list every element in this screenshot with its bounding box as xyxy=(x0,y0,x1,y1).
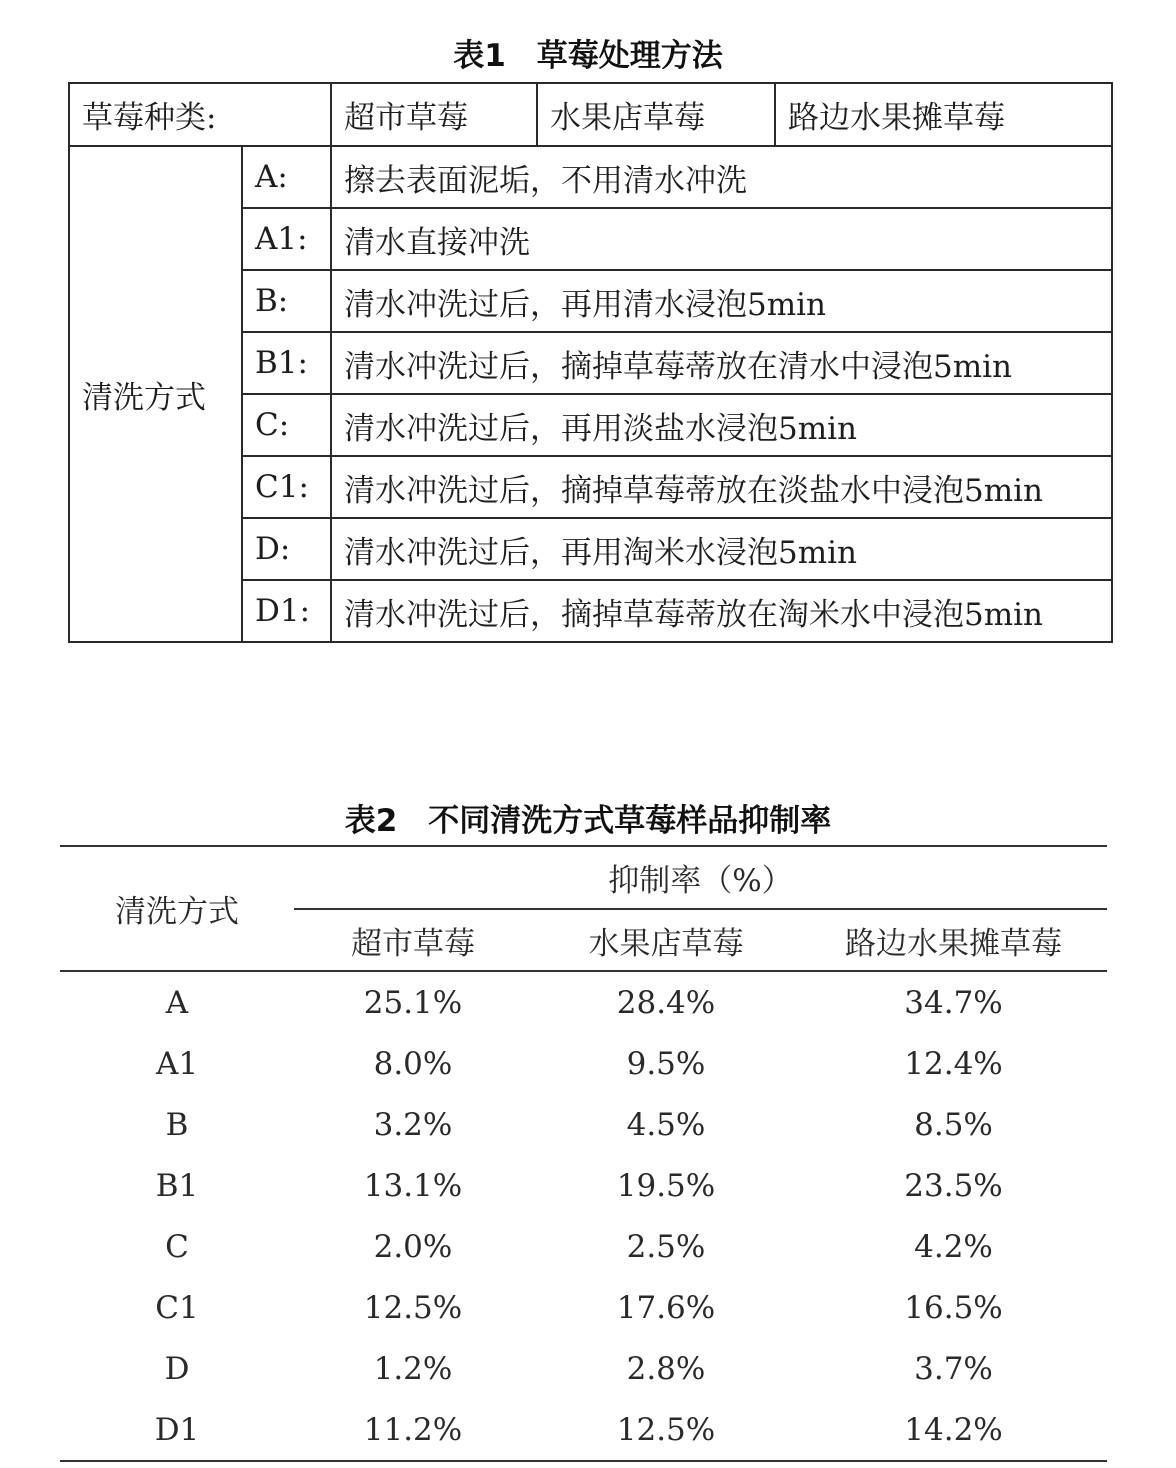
rate-cell: 3.7% xyxy=(914,1350,993,1387)
inhibition-rate-header: 抑制率（%） xyxy=(294,846,1107,909)
rate-cell: 1.2% xyxy=(373,1350,453,1387)
rate-cell: 23.5% xyxy=(904,1167,1003,1204)
method-description: 清水冲洗过后，摘掉草莓蒂放在淡盐水中浸泡5min xyxy=(331,456,1112,518)
rate-cell: 12.5% xyxy=(363,1289,463,1326)
table-row xyxy=(60,1277,1107,1338)
variety-roadside-stall: 路边水果摊草莓 xyxy=(775,83,1112,146)
table1-header-row xyxy=(69,83,1112,146)
table-row xyxy=(60,1033,1107,1094)
method-description: 清水冲洗过后，摘掉草莓蒂放在淘米水中浸泡5min xyxy=(331,580,1112,642)
column-fruit-shop: 水果店草莓 xyxy=(532,909,800,971)
method-cell: D xyxy=(164,1350,190,1387)
rate-cell: 28.4% xyxy=(616,984,716,1021)
column-supermarket: 超市草莓 xyxy=(294,909,532,971)
rate-cell: 2.8% xyxy=(626,1350,706,1387)
method-cell: C1 xyxy=(155,1289,199,1326)
rate-cell: 16.5% xyxy=(904,1289,1003,1326)
table-row xyxy=(60,1216,1107,1277)
method-code: D1: xyxy=(242,580,331,642)
method-cell: D1 xyxy=(60,1399,294,1461)
method-cell: B xyxy=(165,1106,189,1143)
rate-cell: 25.1% xyxy=(363,984,463,1021)
method-code: B: xyxy=(242,270,331,332)
method-description: 擦去表面泥垢，不用清水冲洗 xyxy=(331,146,1112,208)
method-description: 清水冲洗过后，摘掉草莓蒂放在清水中浸泡5min xyxy=(331,332,1112,394)
rate-cell: 8.5% xyxy=(914,1106,993,1143)
rate-cell: 12.5% xyxy=(532,1399,800,1461)
rate-cell: 19.5% xyxy=(616,1167,716,1204)
rate-cell: 14.2% xyxy=(800,1399,1107,1461)
rate-cell: 9.5% xyxy=(626,1045,706,1082)
table-row xyxy=(60,1399,1107,1461)
method-description: 清水直接冲洗 xyxy=(331,208,1112,270)
method-code: D: xyxy=(242,518,331,580)
column-roadside-stall: 路边水果摊草莓 xyxy=(800,909,1107,971)
method-cell: C xyxy=(165,1228,189,1265)
table2-caption: 表2 不同清洗方式草莓样品抑制率 xyxy=(344,803,832,839)
variety-supermarket: 超市草莓 xyxy=(331,83,537,146)
variety-label: 草莓种类: xyxy=(69,83,331,146)
method-description: 清水冲洗过后，再用清水浸泡5min xyxy=(331,270,1112,332)
method-header: 清洗方式 xyxy=(60,846,294,971)
method-cell: A1 xyxy=(155,1045,199,1082)
rate-cell: 17.6% xyxy=(616,1289,716,1326)
rate-cell: 4.2% xyxy=(914,1228,993,1265)
rate-cell: 4.5% xyxy=(626,1106,706,1143)
method-cell: B1 xyxy=(155,1167,199,1204)
method-code: C1: xyxy=(242,456,331,518)
rate-cell: 11.2% xyxy=(294,1399,532,1461)
table1-row xyxy=(69,146,1112,208)
rate-cell: 3.2% xyxy=(373,1106,453,1143)
method-code: C: xyxy=(242,394,331,456)
rate-cell: 2.5% xyxy=(626,1228,706,1265)
method-code: A: xyxy=(242,146,331,208)
table-row xyxy=(60,1155,1107,1216)
rate-cell: 2.0% xyxy=(373,1228,453,1265)
variety-fruit-shop: 水果店草莓 xyxy=(537,83,775,146)
rate-cell: 8.0% xyxy=(373,1045,453,1082)
table-row xyxy=(60,1338,1107,1399)
table2-header-row xyxy=(60,846,1107,909)
table-row xyxy=(60,971,1107,1033)
rate-cell: 34.7% xyxy=(904,984,1003,1021)
rate-cell: 13.1% xyxy=(363,1167,463,1204)
table1-caption: 表1 草莓处理方法 xyxy=(453,38,723,74)
method-description: 清水冲洗过后，再用淘米水浸泡5min xyxy=(331,518,1112,580)
method-label: 清洗方式 xyxy=(69,146,242,642)
table-row xyxy=(60,1094,1107,1155)
inhibition-rate-table xyxy=(60,845,1107,1462)
method-code: A1: xyxy=(242,208,331,270)
method-cell: A xyxy=(165,984,189,1021)
method-description: 清水冲洗过后，再用淡盐水浸泡5min xyxy=(331,394,1112,456)
rate-cell: 12.4% xyxy=(904,1045,1003,1082)
method-code: B1: xyxy=(242,332,331,394)
strawberry-treatment-table xyxy=(68,82,1113,643)
